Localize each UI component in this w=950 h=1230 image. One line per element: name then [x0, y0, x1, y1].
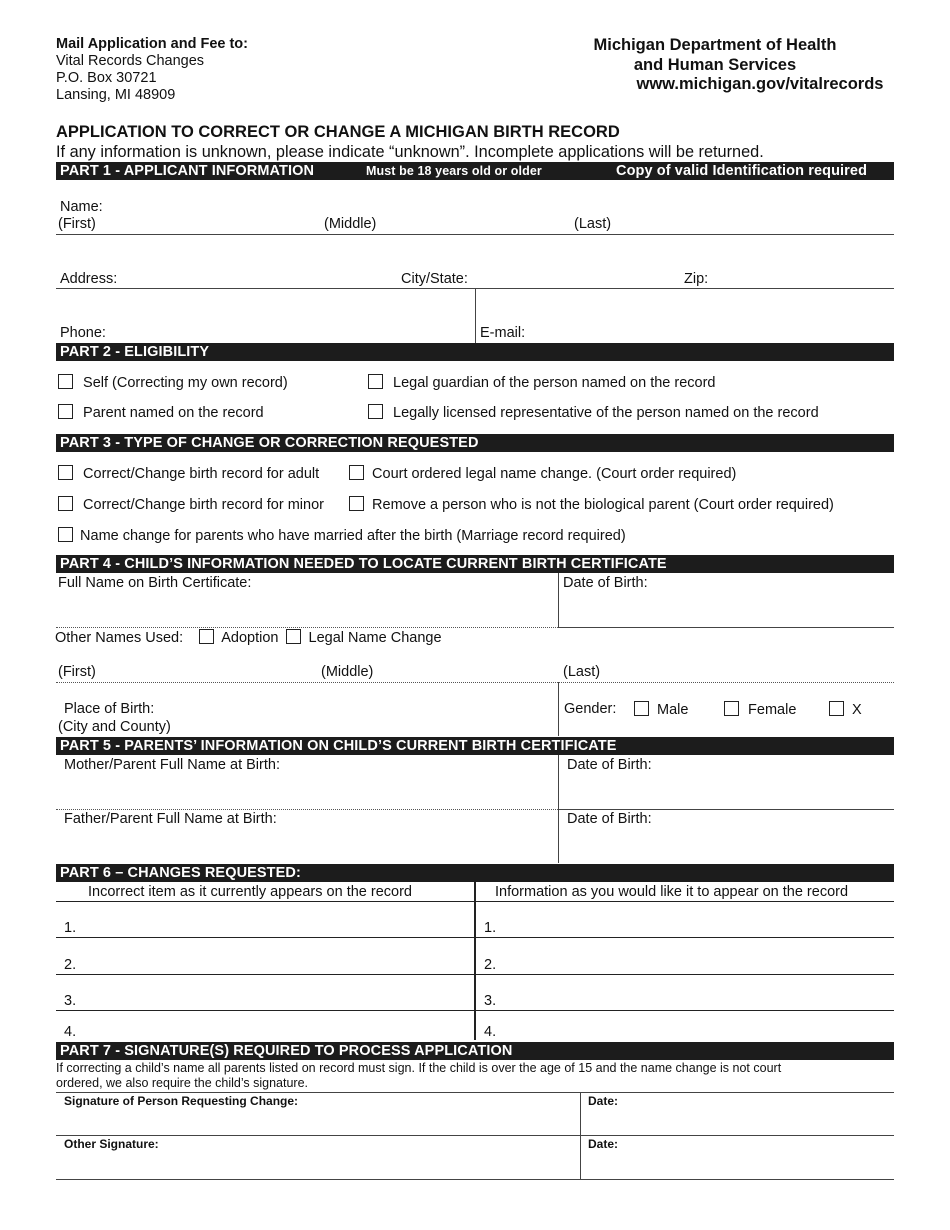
part4-divider-2: [558, 682, 559, 736]
mother-dob-label: Date of Birth:: [567, 757, 652, 773]
eligibility-representative[interactable]: [368, 404, 819, 421]
part1-age-note: Must be 18 years old or older: [366, 164, 542, 178]
change-parents-married[interactable]: [58, 527, 626, 544]
part3-header: PART 3 - TYPE OF CHANGE OR CORRECTION REQUESTED: [56, 434, 894, 452]
checkbox-parent[interactable]: [58, 404, 73, 419]
gender-label: Gender:: [564, 701, 617, 717]
part2-header: PART 2 - ELIGIBILITY: [56, 343, 894, 361]
page-title: APPLICATION TO CORRECT OR CHANGE A MICHIGAN BIRTH RECORD: [56, 123, 620, 141]
change-minor-label: Correct/Change birth record for minor: [83, 497, 324, 513]
change-adult-label: Correct/Change birth record for adult: [83, 466, 320, 482]
part5-header: PART 5 - PARENTS’ INFORMATION ON CHILD’S CURRENT BIRTH CERTIFICATE: [56, 737, 894, 755]
other-names-label: Other Names Used:: [55, 630, 184, 646]
mother-name-field-line[interactable]: [56, 809, 558, 810]
child-last-label: (Last): [563, 664, 601, 680]
item-3-field-line[interactable]: [56, 1010, 894, 1011]
desired-item-1-num: 1.: [484, 920, 497, 936]
father-dob-label: Date of Birth:: [567, 811, 652, 827]
part7-instructions-line2: ordered, we also require the child’s signature.: [56, 1076, 308, 1090]
agency-url: www.michigan.gov/vitalrecords: [636, 75, 884, 93]
signature-date-label-2: Date:: [588, 1137, 619, 1151]
incorrect-item-3-num: 3.: [64, 993, 77, 1009]
other-names-row: [55, 629, 442, 646]
part7-instructions-line1: If correcting a child’s name all parents listed on record must sign. If the child is over the age of 15 and the name change is not court: [56, 1061, 782, 1075]
child-first-label: (First): [58, 664, 96, 680]
part1-title: PART 1 - APPLICANT INFORMATION: [60, 163, 315, 179]
phone-label: Phone:: [60, 325, 106, 341]
signature-divider: [580, 1092, 581, 1180]
checkbox-guardian[interactable]: [368, 374, 383, 389]
desired-item-2-num: 2.: [484, 957, 497, 973]
part4-divider-1: [558, 573, 559, 628]
first-label: (First): [58, 216, 96, 232]
incorrect-item-1-num: 1.: [64, 920, 77, 936]
legal-name-change-label: Legal Name Change: [308, 630, 442, 646]
male-label: Male: [657, 702, 689, 718]
other-names-field-line[interactable]: [56, 682, 894, 683]
x-label: X: [852, 702, 862, 718]
place-of-birth-label: Place of Birth:: [64, 701, 155, 717]
gender-x[interactable]: [829, 701, 862, 718]
gender-female[interactable]: [724, 701, 796, 718]
mail-line1: Vital Records Changes: [56, 53, 205, 69]
part7-header: PART 7 - SIGNATURE(S) REQUIRED TO PROCESS APPLICATION: [56, 1042, 894, 1060]
checkbox-self[interactable]: [58, 374, 73, 389]
gender-male[interactable]: [634, 701, 688, 718]
full-name-field-line[interactable]: [56, 627, 558, 628]
change-court-name-label: Court ordered legal name change. (Court order required): [372, 466, 737, 482]
signature-date-label-1: Date:: [588, 1094, 619, 1108]
part6-divider: [474, 882, 476, 1040]
checkbox-remove-parent[interactable]: [349, 496, 364, 511]
signature-other-label: Other Signature:: [64, 1137, 159, 1151]
agency-line2: and Human Services: [633, 56, 797, 74]
change-remove-parent-label: Remove a person who is not the biological parent (Court order required): [372, 497, 834, 513]
desired-col-header: Information as you would like it to appear on the record: [495, 884, 849, 900]
child-dob-label: Date of Birth:: [563, 575, 648, 591]
city-county-label: (City and County): [58, 719, 171, 735]
email-label: E-mail:: [480, 325, 526, 341]
mail-line2: P.O. Box 30721: [56, 70, 157, 86]
mail-line3: Lansing, MI 48909: [56, 87, 176, 103]
full-name-label: Full Name on Birth Certificate:: [58, 575, 252, 591]
mother-dob-field-line[interactable]: [558, 809, 894, 810]
page-subtitle: If any information is unknown, please indicate “unknown”. Incomplete applications will be returned.: [56, 143, 764, 161]
item-1-field-line[interactable]: [56, 937, 894, 938]
eligibility-parent[interactable]: [58, 404, 264, 421]
eligibility-self-label: Self (Correcting my own record): [83, 375, 288, 391]
checkbox-adult[interactable]: [58, 465, 73, 480]
change-parents-married-label: Name change for parents who have married after the birth (Marriage record required): [80, 528, 626, 544]
part1-id-note: Copy of valid Identification required: [616, 163, 868, 179]
change-minor[interactable]: [58, 496, 324, 513]
change-adult[interactable]: [58, 465, 319, 482]
item-2-field-line[interactable]: [56, 974, 894, 975]
incorrect-col-header: Incorrect item as it currently appears on the record: [88, 884, 412, 900]
city-state-label: City/State:: [401, 271, 468, 287]
signature-requester-field-line[interactable]: [56, 1135, 894, 1136]
signature-top-line: [56, 1092, 894, 1093]
signature-requester-label: Signature of Person Requesting Change:: [64, 1094, 299, 1108]
incorrect-item-4-num: 4.: [64, 1024, 77, 1040]
child-dob-field-line[interactable]: [558, 627, 894, 628]
last-label: (Last): [574, 216, 612, 232]
address-label: Address:: [60, 271, 118, 287]
eligibility-parent-label: Parent named on the record: [83, 405, 264, 421]
mail-heading: Mail Application and Fee to:: [56, 36, 248, 52]
checkbox-male[interactable]: [634, 701, 649, 716]
eligibility-self[interactable]: [58, 374, 288, 391]
signature-other-field-line[interactable]: [56, 1179, 894, 1180]
checkbox-female[interactable]: [724, 701, 739, 716]
checkbox-minor[interactable]: [58, 496, 73, 511]
gender-row: [564, 701, 616, 717]
female-label: Female: [748, 702, 797, 718]
part6-header: PART 6 – CHANGES REQUESTED:: [56, 864, 894, 882]
eligibility-guardian[interactable]: [368, 374, 715, 391]
child-middle-label: (Middle): [321, 664, 374, 680]
adoption-label: Adoption: [221, 630, 279, 646]
middle-label: (Middle): [324, 216, 377, 232]
eligibility-guardian-label: Legal guardian of the person named on the record: [393, 375, 716, 391]
agency-line1: Michigan Department of Health: [593, 36, 837, 54]
name-label: Name:: [60, 199, 103, 215]
checkbox-parents-married[interactable]: [58, 527, 73, 542]
checkbox-adoption[interactable]: [199, 629, 214, 644]
part4-header: PART 4 - CHILD’S INFORMATION NEEDED TO LOCATE CURRENT BIRTH CERTIFICATE: [56, 555, 894, 573]
eligibility-representative-label: Legally licensed representative of the person named on the record: [393, 405, 819, 421]
incorrect-item-2-num: 2.: [64, 957, 77, 973]
change-remove-parent[interactable]: [349, 496, 834, 513]
name-field-line[interactable]: [56, 234, 894, 235]
checkbox-legal-name-change[interactable]: [286, 629, 301, 644]
father-name-label: Father/Parent Full Name at Birth:: [64, 811, 277, 827]
desired-item-3-num: 3.: [484, 993, 497, 1009]
phone-email-divider: [475, 288, 476, 343]
checkbox-court-name[interactable]: [349, 465, 364, 480]
mother-name-label: Mother/Parent Full Name at Birth:: [64, 757, 280, 773]
part1-header: [56, 162, 894, 180]
checkbox-representative[interactable]: [368, 404, 383, 419]
zip-label: Zip:: [684, 271, 709, 287]
desired-item-4-num: 4.: [484, 1024, 497, 1040]
change-court-name[interactable]: [349, 465, 736, 482]
checkbox-x[interactable]: [829, 701, 844, 716]
